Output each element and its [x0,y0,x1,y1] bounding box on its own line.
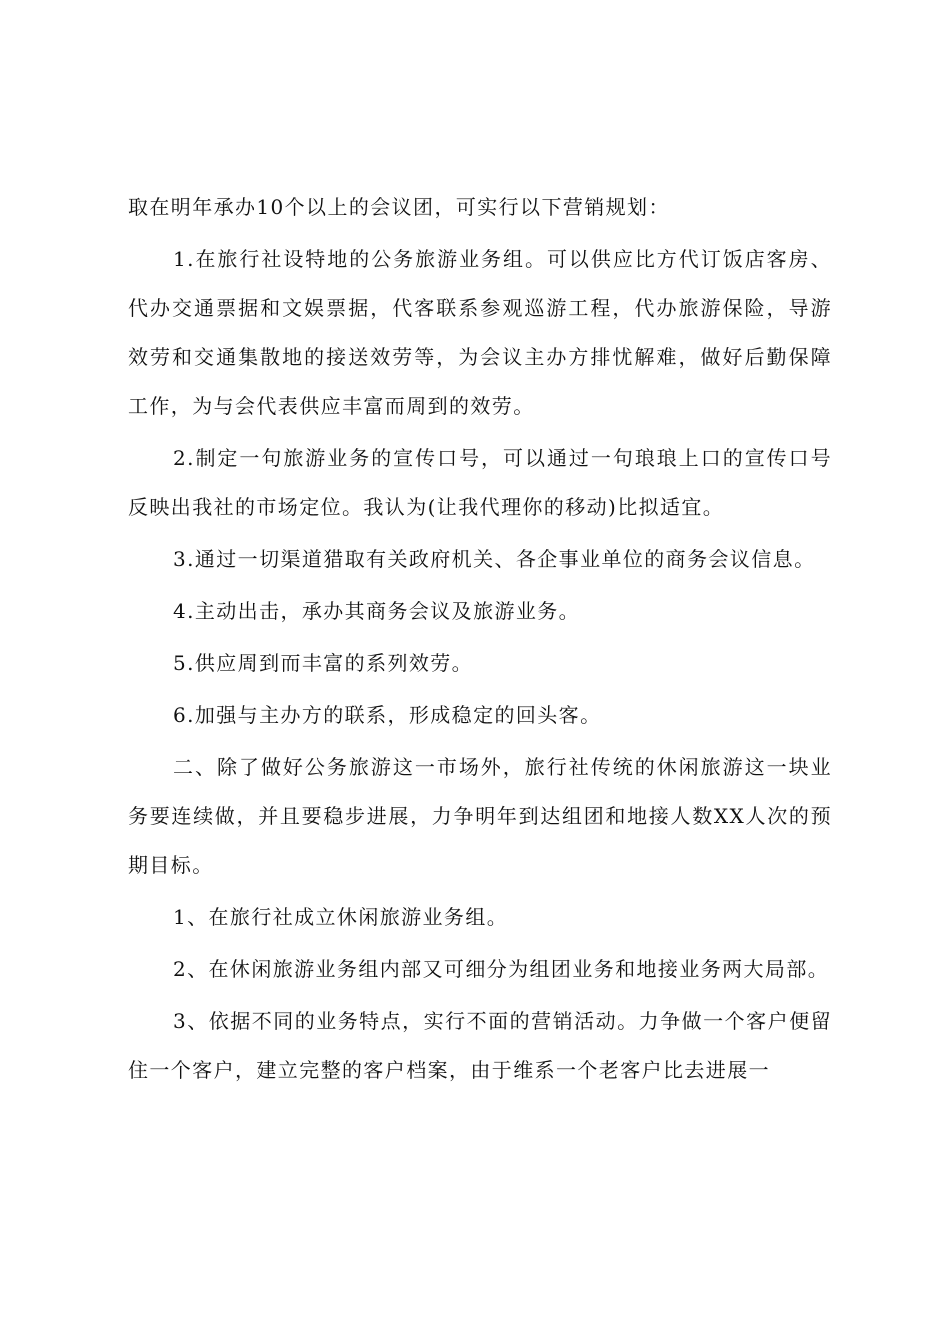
paragraph-item-2: 2.制定一句旅游业务的宣传口号，可以通过一句琅琅上口的宣传口号反映出我社的市场定位。我认为(让我代理你的移动)比拟适宜。 [128,446,832,519]
document-body [128,183,832,1095]
paragraph-item-3: 3.通过一切渠道猎取有关政府机关、各企事业单位的商务会议信息。 [173,547,816,571]
paragraph-subitem-2: 2、在休闲旅游业务组内部又可细分为组团业务和地接业务两大局部。 [173,957,830,981]
paragraph-item-1: 1.在旅行社设特地的公务旅游业务组。可以供应比方代订饭店客房、代办交通票据和文娱票据，代客联系参观巡游工程，代办旅游保险，导游效劳和交通集散地的接送效劳等，为会议主办方排忧解难，做好后勤保障工作，为与会代表供应丰富而周到的效劳。 [128,247,832,418]
paragraph-subitem-3: 3、依据不同的业务特点，实行不面的营销活动。力争做一个客户便留住一个客户，建立完整的客户档案，由于维系一个老客户比去进展一 [128,1009,832,1082]
paragraph-item-6: 6.加强与主办方的联系，形成稳定的回头客。 [173,703,602,727]
paragraph-continuation: 取在明年承办10个以上的会议团，可实行以下营销规划： [128,195,670,219]
paragraph-section-2: 二、除了做好公务旅游这一市场外，旅行社传统的休闲旅游这一块业务要连续做，并且要稳步进展，力争明年到达组团和地接人数XX人次的预期目标。 [128,755,832,877]
paragraph-subitem-1: 1、在旅行社成立休闲旅游业务组。 [173,905,509,929]
paragraph-item-5: 5.供应周到而丰富的系列效劳。 [173,651,474,675]
paragraph-item-4: 4.主动出击，承办其商务会议及旅游业务。 [173,599,581,623]
